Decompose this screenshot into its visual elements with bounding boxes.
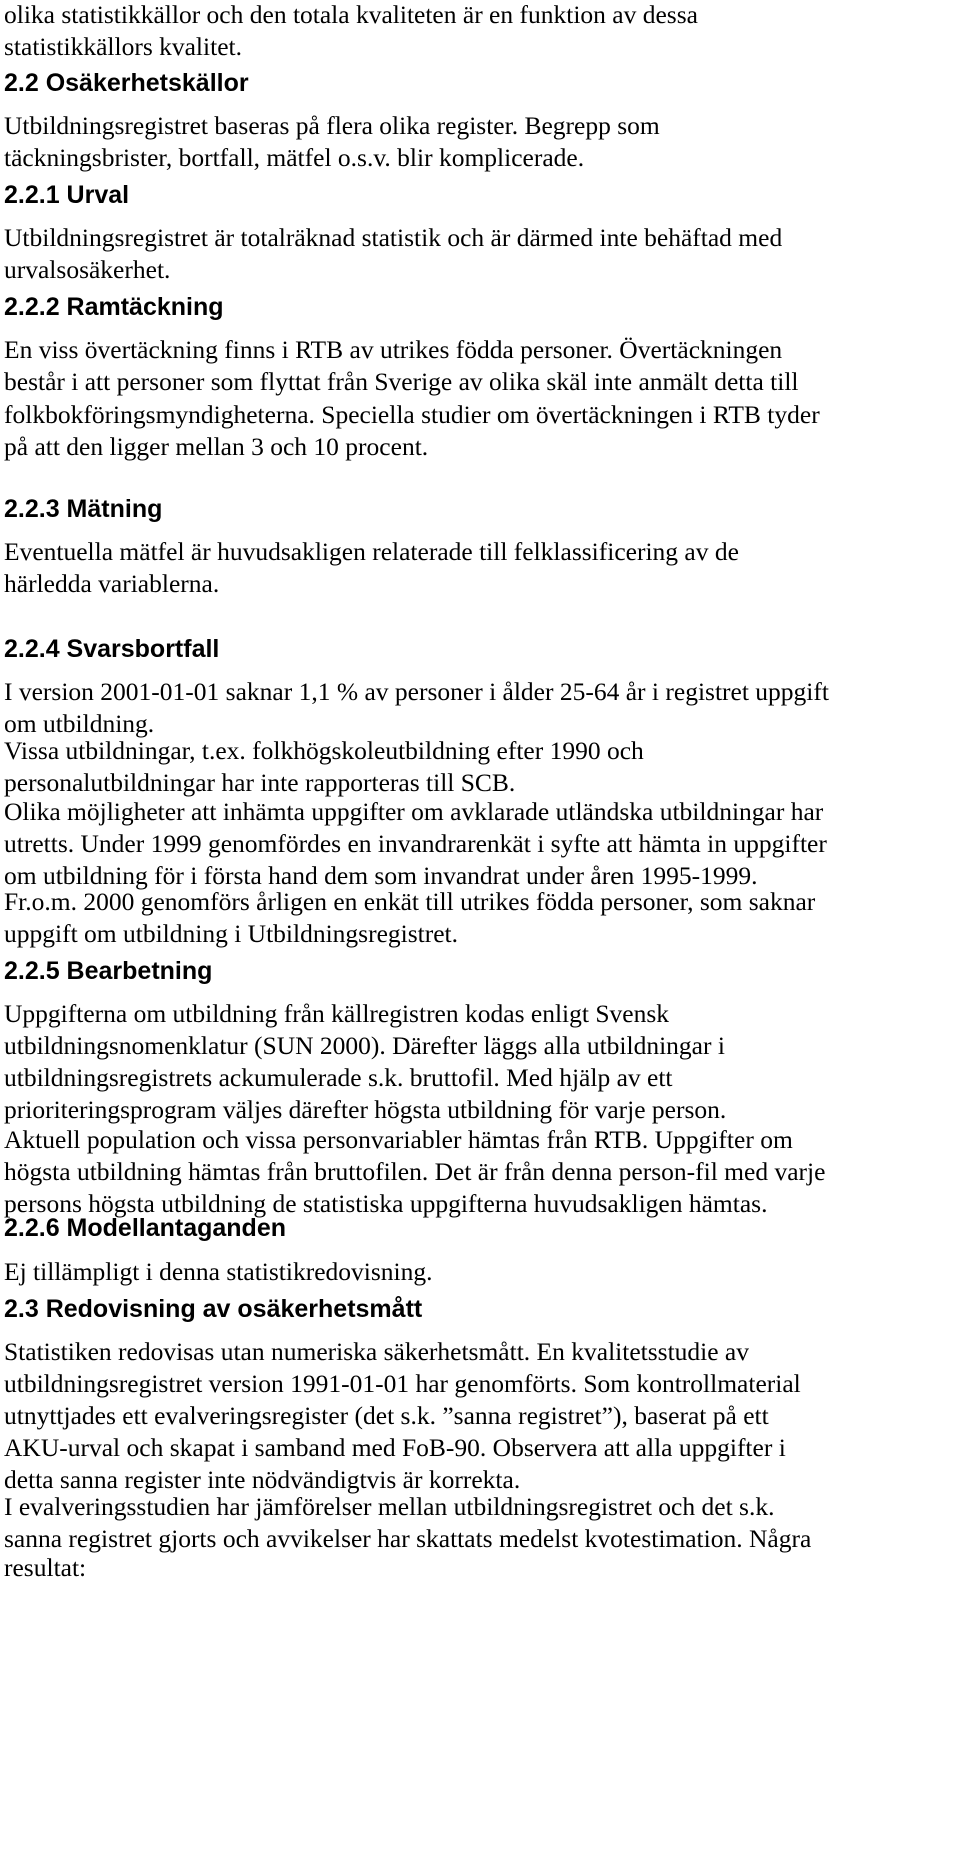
paragraph-line: prioriteringsprogram väljes därefter högsta utbildning för varje person.: [4, 1095, 727, 1124]
paragraph-line: uppgift om utbildning i Utbildningsregistret.: [4, 919, 459, 948]
intro-line: statistikkällors kvalitet.: [4, 32, 242, 61]
paragraph-line: härledda variablerna.: [4, 569, 220, 598]
paragraph-line: utbildningsregistrets ackumulerade s.k. bruttofil. Med hjälp av ett: [4, 1063, 673, 1092]
paragraph-line: utnyttjades ett evalveringsregister (det s.k. ”sanna registret”), baserat på ett: [4, 1401, 769, 1430]
paragraph-line: Statistiken redovisas utan numeriska säkerhetsmått. En kvalitetsstudie av: [4, 1337, 750, 1366]
paragraph-line: detta sanna register inte nödvändigtvis är korrekta.: [4, 1465, 521, 1494]
paragraph-line: utbildningsregistret version 1991-01-01 har genomförts. Som kontrollmaterial: [4, 1369, 801, 1398]
paragraph-line: Ej tillämpligt i denna statistikredovisning.: [4, 1257, 433, 1286]
section-heading-2-2-1: 2.2.1 Urval: [4, 181, 130, 209]
section-heading-2-2-4: 2.2.4 Svarsbortfall: [4, 635, 220, 663]
section-heading-2-2-6: 2.2.6 Modellantaganden: [4, 1214, 287, 1242]
section-heading-2-2: 2.2 Osäkerhetskällor: [4, 69, 249, 97]
section-heading-2-2-3: 2.2.3 Mätning: [4, 495, 163, 523]
paragraph-line: sanna registret gjorts och avvikelser har skattats medelst kvotestimation. Några: [4, 1524, 812, 1553]
paragraph-line: I evalveringsstudien har jämförelser mellan utbildningsregistret och det s.k.: [4, 1492, 775, 1521]
paragraph-line: Aktuell population och vissa personvariabler hämtas från RTB. Uppgifter om: [4, 1125, 793, 1154]
paragraph-line: urvalsosäkerhet.: [4, 255, 171, 284]
paragraph-line: Utbildningsregistret är totalräknad statistik och är därmed inte behäftad med: [4, 223, 783, 252]
paragraph-line: täckningsbrister, bortfall, mätfel o.s.v. blir komplicerade.: [4, 143, 585, 172]
paragraph-line: Eventuella mätfel är huvudsakligen relaterade till felklassificering av de: [4, 537, 739, 566]
intro-line: olika statistikkällor och den totala kvaliteten är en funktion av dessa: [4, 0, 698, 29]
paragraph-line: utretts. Under 1999 genomfördes en invandrarenkät i syfte att hämta in uppgifter: [4, 829, 827, 858]
paragraph-line: En viss övertäckning finns i RTB av utrikes födda personer. Övertäckningen: [4, 335, 783, 364]
paragraph-line: Uppgifterna om utbildning från källregistren kodas enligt Svensk: [4, 999, 669, 1028]
paragraph-line: består i att personer som flyttat från Sverige av olika skäl inte anmält detta till: [4, 367, 799, 396]
paragraph-line: resultat:: [4, 1553, 87, 1582]
paragraph-line: om utbildning.: [4, 709, 155, 738]
section-heading-2-2-2: 2.2.2 Ramtäckning: [4, 293, 224, 321]
paragraph-line: Utbildningsregistret baseras på flera olika register. Begrepp som: [4, 111, 660, 140]
paragraph-line: folkbokföringsmyndigheterna. Speciella studier om övertäckningen i RTB tyder: [4, 400, 820, 429]
paragraph-line: högsta utbildning hämtas från bruttofilen. Det är från denna person-fil med varje: [4, 1157, 826, 1186]
paragraph-line: AKU-urval och skapat i samband med FoB-90. Observera att alla uppgifter i: [4, 1433, 786, 1462]
paragraph-line: persons högsta utbildning de statistiska uppgifterna huvudsakligen hämtas.: [4, 1189, 768, 1218]
paragraph-line: I version 2001-01-01 saknar 1,1 % av personer i ålder 25-64 år i registret uppgift: [4, 677, 829, 706]
paragraph-line: på att den ligger mellan 3 och 10 procent.: [4, 432, 429, 461]
paragraph-line: om utbildning för i första hand dem som invandrat under åren 1995-1999.: [4, 861, 758, 890]
paragraph-line: utbildningsnomenklatur (SUN 2000). Därefter läggs alla utbildningar i: [4, 1031, 725, 1060]
section-heading-2-2-5: 2.2.5 Bearbetning: [4, 957, 213, 985]
section-heading-2-3: 2.3 Redovisning av osäkerhetsmått: [4, 1295, 423, 1323]
paragraph-line: Olika möjligheter att inhämta uppgifter om avklarade utländska utbildningar har: [4, 797, 824, 826]
paragraph-line: personalutbildningar har inte rapporteras till SCB.: [4, 768, 516, 797]
paragraph-line: Fr.o.m. 2000 genomförs årligen en enkät till utrikes födda personer, som saknar: [4, 887, 816, 916]
paragraph-line: Vissa utbildningar, t.ex. folkhögskoleutbildning efter 1990 och: [4, 736, 644, 765]
